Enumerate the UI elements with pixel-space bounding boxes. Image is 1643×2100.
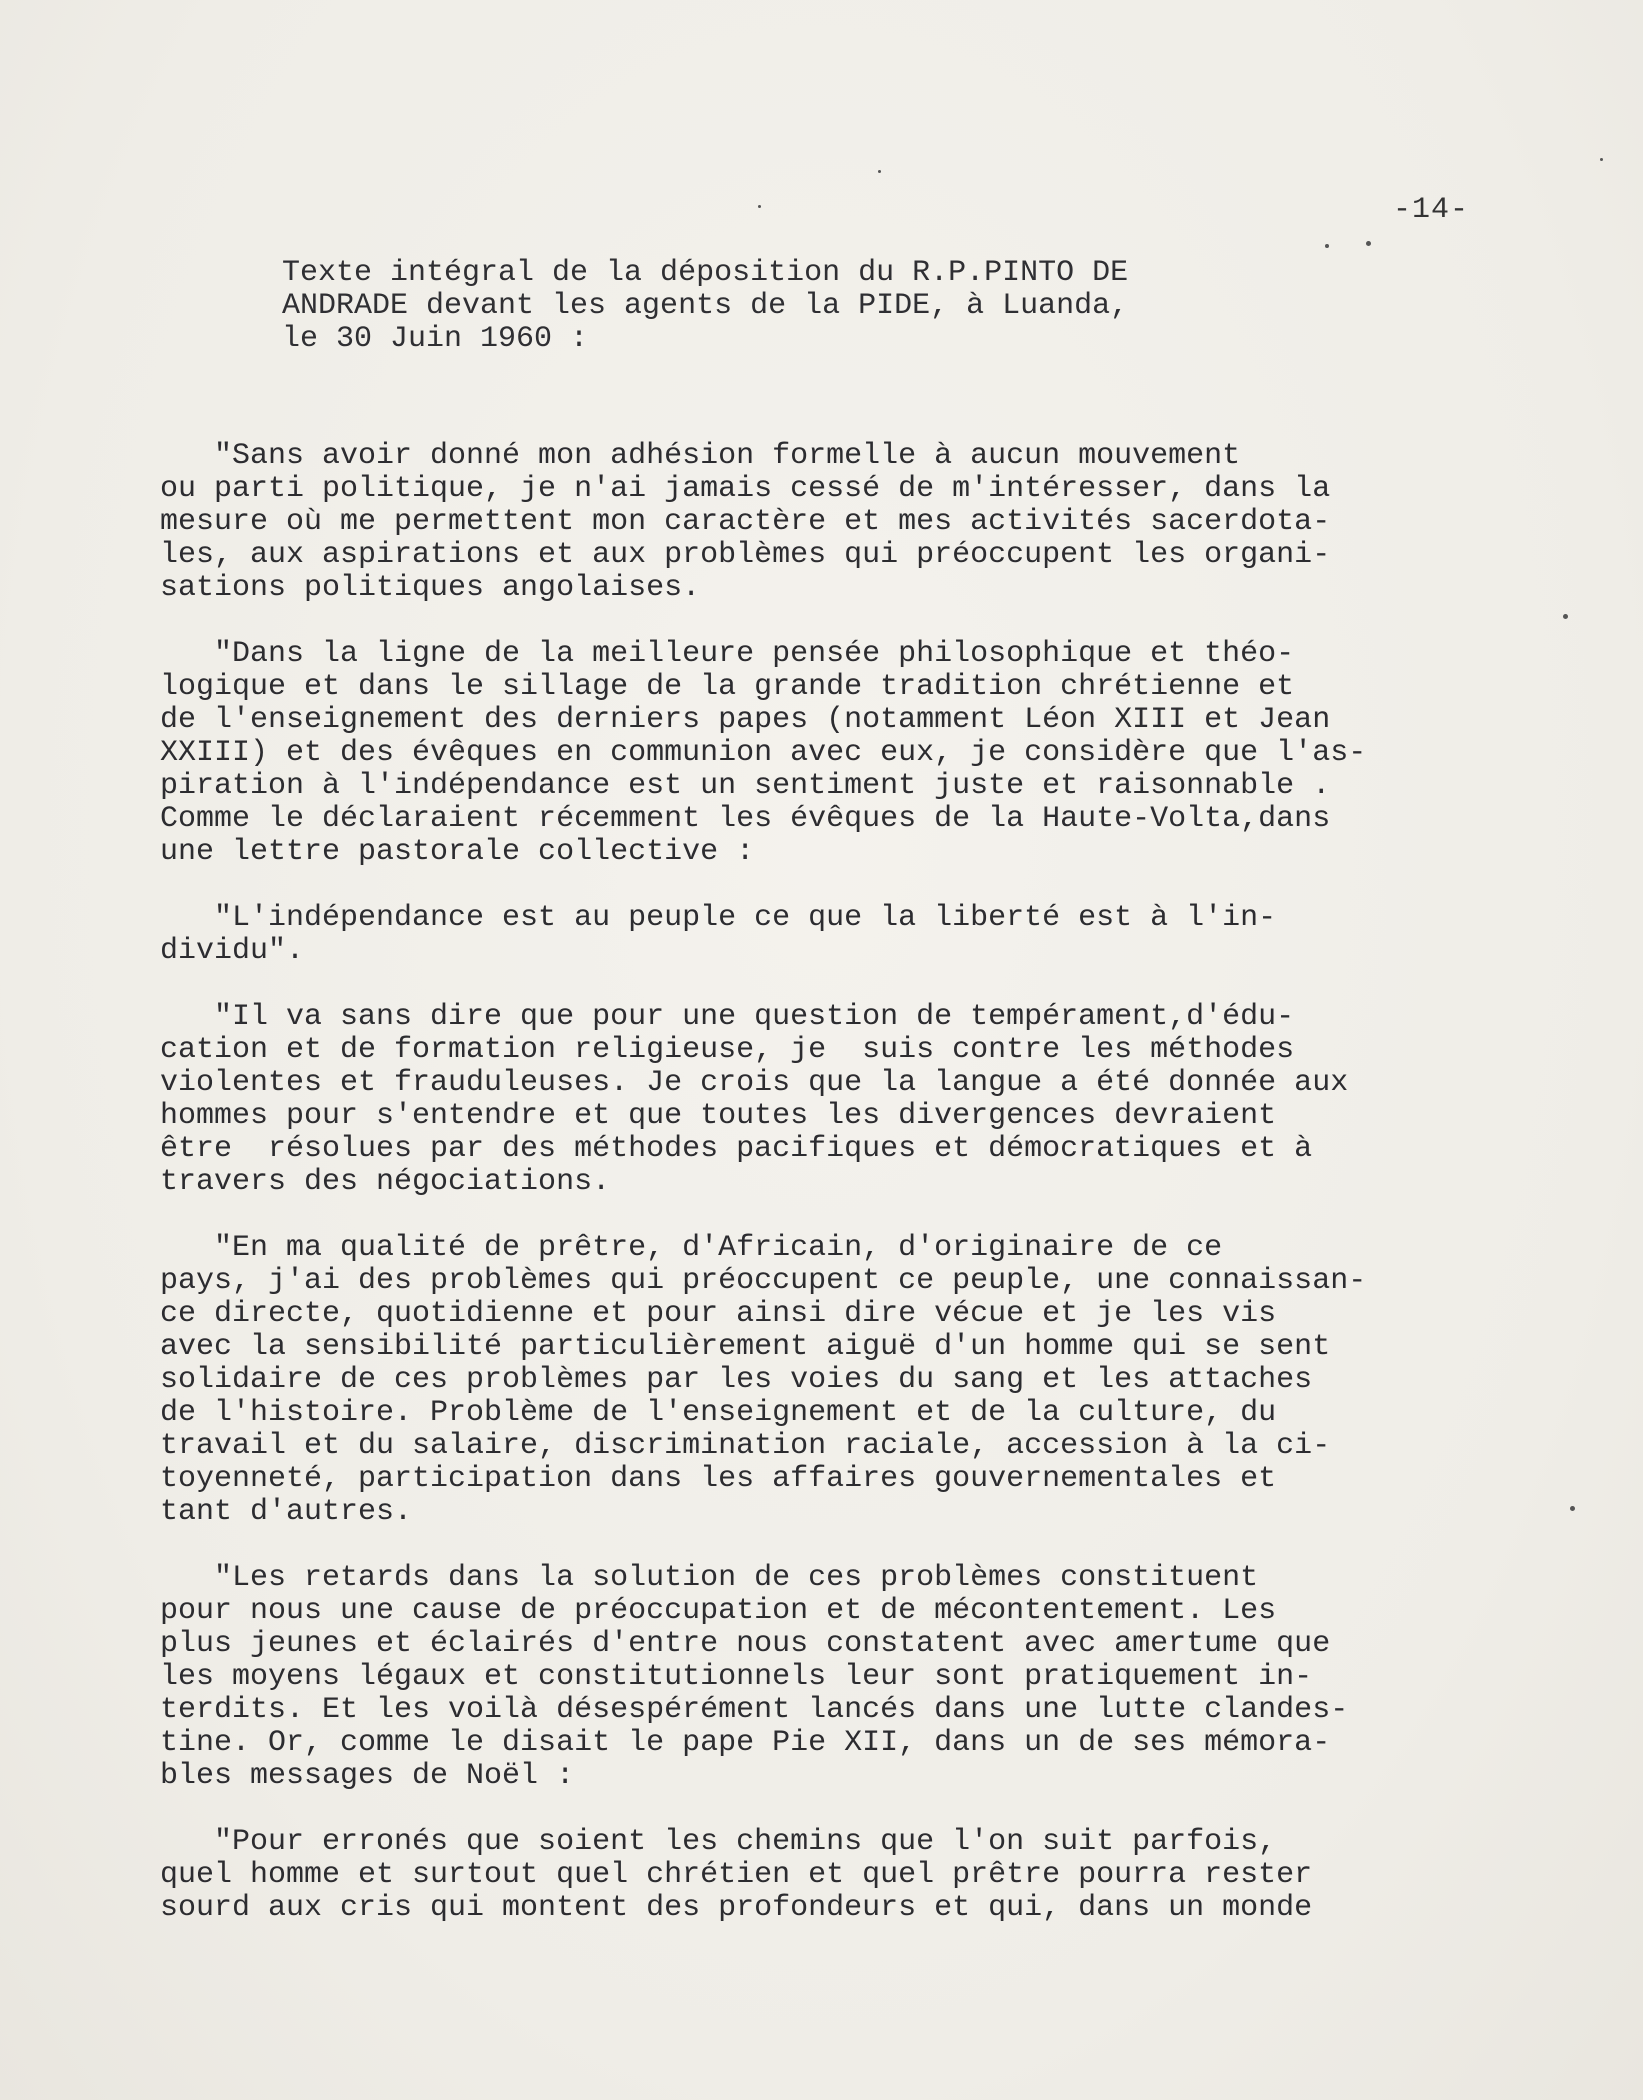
text-line: sations politiques angolaises.	[160, 571, 701, 605]
paragraph	[160, 1001, 1500, 1199]
ink-speck	[1563, 614, 1568, 619]
text-line: pays, j'ai des problèmes qui préoccupent ce peuple, une connaissan-	[160, 1264, 1367, 1298]
text-line: ce directe, quotidienne et pour ainsi dire vécue et je les vis	[160, 1297, 1277, 1331]
text-line: terdits. Et les voilà désespérément lancés dans une lutte clandes-	[160, 1693, 1349, 1727]
paragraph	[160, 1826, 1500, 1925]
text-line: de l'histoire. Problème de l'enseignement et de la culture, du	[160, 1396, 1277, 1430]
text-line: de l'enseignement des derniers papes (notamment Léon XIII et Jean	[160, 703, 1331, 737]
document-heading	[282, 257, 1128, 356]
paragraph	[160, 1232, 1500, 1529]
ink-speck	[1600, 158, 1603, 161]
text-line: les, aux aspirations et aux problèmes qui préoccupent les organi-	[160, 538, 1331, 572]
text-line: solidaire de ces problèmes par les voies du sang et les attaches	[160, 1363, 1313, 1397]
ink-speck	[878, 170, 881, 173]
text-line: tant d'autres.	[160, 1495, 413, 1529]
text-line: hommes pour s'entendre et que toutes les divergences devraient	[160, 1099, 1277, 1133]
paragraph	[160, 1562, 1500, 1793]
text-line: mesure où me permettent mon caractère et mes activités sacerdota-	[160, 505, 1331, 539]
text-line: "Sans avoir donné mon adhésion formelle à aucun mouvement	[160, 439, 1241, 473]
text-line: XXIII) et des évêques en communion avec eux, je considère que l'as-	[160, 736, 1367, 770]
text-line: "En ma qualité de prêtre, d'Africain, d'originaire de ce	[160, 1231, 1223, 1265]
text-line: avec la sensibilité particulièrement aiguë d'un homme qui se sent	[160, 1330, 1331, 1364]
text-line: toyenneté, participation dans les affaires gouvernementales et	[160, 1462, 1277, 1496]
text-line: une lettre pastorale collective :	[160, 835, 755, 869]
text-line: ou parti politique, je n'ai jamais cessé de m'intéresser, dans la	[160, 472, 1331, 506]
text-line: travail et du salaire, discrimination raciale, accession à la ci-	[160, 1429, 1331, 1463]
text-line: bles messages de Noël :	[160, 1759, 575, 1793]
ink-speck	[1366, 241, 1371, 246]
text-line: "L'indépendance est au peuple ce que la liberté est à l'in-	[160, 901, 1277, 935]
text-line: être résolues par des méthodes pacifiques et démocratiques et à	[160, 1132, 1313, 1166]
ink-speck	[1325, 244, 1329, 248]
text-line: cation et de formation religieuse, je suis contre les méthodes	[160, 1033, 1295, 1067]
text-line: sourd aux cris qui montent des profondeurs et qui, dans un monde	[160, 1891, 1313, 1925]
heading-line: ANDRADE devant les agents de la PIDE, à Luanda,	[282, 289, 1129, 323]
ink-speck	[758, 205, 761, 208]
text-line: "Il va sans dire que pour une question de tempérament,d'édu-	[160, 1000, 1295, 1034]
text-line: les moyens légaux et constitutionnels leur sont pratiquement in-	[160, 1660, 1313, 1694]
text-line: "Dans la ligne de la meilleure pensée philosophique et théo-	[160, 637, 1295, 671]
text-line: violentes et frauduleuses. Je crois que la langue a été donnée aux	[160, 1066, 1349, 1100]
paragraph	[160, 638, 1500, 869]
text-line: tine. Or, comme le disait le pape Pie XII, dans un de ses mémora-	[160, 1726, 1331, 1760]
heading-line: Texte intégral de la déposition du R.P.PINTO DE	[282, 256, 1129, 290]
text-line: piration à l'indépendance est un sentiment juste et raisonnable .	[160, 769, 1331, 803]
ink-speck	[1570, 1506, 1575, 1511]
text-line: quel homme et surtout quel chrétien et quel prêtre pourra rester	[160, 1858, 1313, 1892]
paragraph	[160, 440, 1500, 605]
text-line: pour nous une cause de préoccupation et de mécontentement. Les	[160, 1594, 1277, 1628]
text-line: plus jeunes et éclairés d'entre nous constatent avec amertume que	[160, 1627, 1331, 1661]
heading-line: le 30 Juin 1960 :	[282, 322, 589, 356]
text-line: "Les retards dans la solution de ces problèmes constituent	[160, 1561, 1259, 1595]
text-line: travers des négociations.	[160, 1165, 611, 1199]
text-line: dividu".	[160, 934, 305, 968]
page-number: -14-	[1393, 193, 1470, 227]
text-line: Comme le déclaraient récemment les évêques de la Haute-Volta,dans	[160, 802, 1331, 836]
document-body	[160, 440, 1500, 1958]
paragraph	[160, 902, 1500, 968]
text-line: logique et dans le sillage de la grande tradition chrétienne et	[160, 670, 1295, 704]
text-line: "Pour erronés que soient les chemins que l'on suit parfois,	[160, 1825, 1277, 1859]
